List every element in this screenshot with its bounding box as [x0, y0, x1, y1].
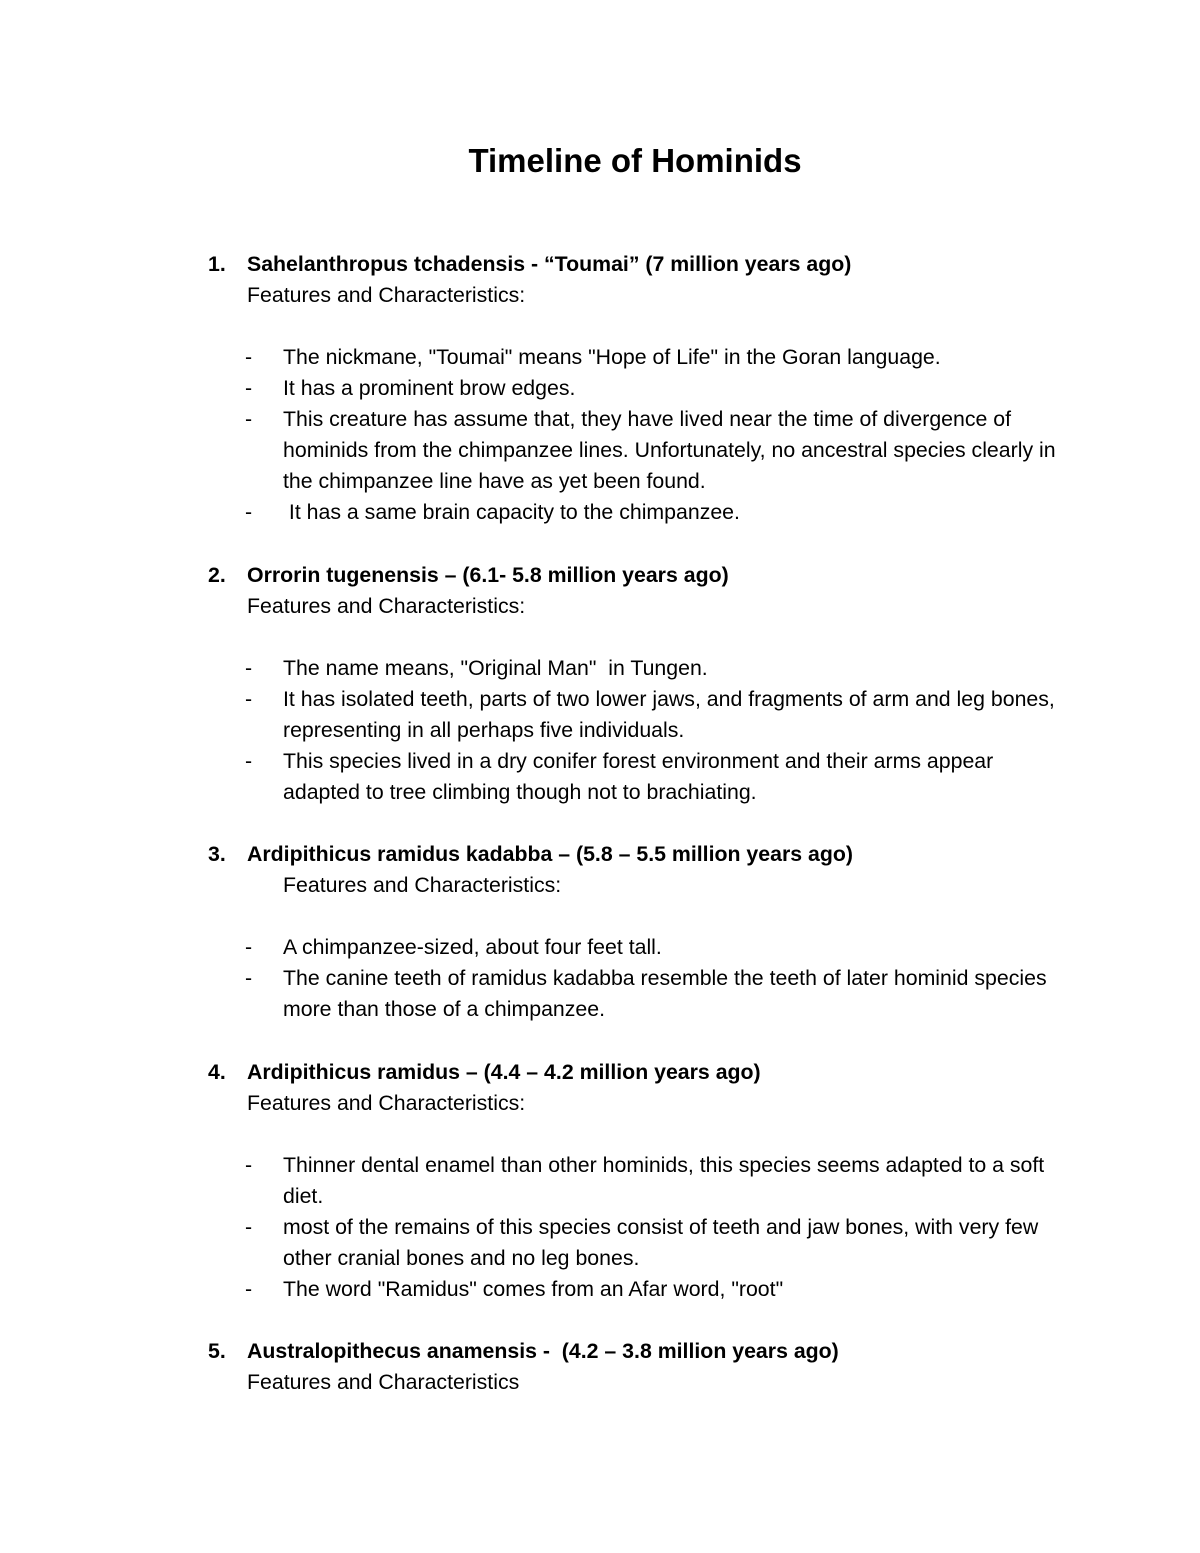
list-item: [0, 653, 1073, 684]
bullet-list: [0, 1150, 1200, 1305]
dash-marker: -: [245, 1153, 253, 1177]
list-item-text: The word "Ramidus" comes from an Afar word, "root": [283, 1277, 784, 1301]
section-5: [0, 1336, 1200, 1398]
list-item-text: A chimpanzee-sized, about four feet tall.: [283, 935, 662, 959]
list-item-text: Thinner dental enamel than other hominids, this species seems adapted to a soft diet.: [283, 1153, 1045, 1208]
section-heading: [0, 560, 1200, 591]
section-3: [0, 839, 1200, 1025]
dash-marker: -: [245, 1277, 253, 1301]
dash-marker: -: [245, 687, 253, 711]
section-2: [0, 560, 1200, 808]
section-title: Australopithecus anamensis - (4.2 – 3.8 million years ago): [247, 1339, 839, 1363]
bullet-list: [0, 653, 1200, 808]
section-1: [0, 249, 1200, 528]
section-title: Ardipithicus ramidus kadabba – (5.8 – 5.5 million years ago): [247, 842, 853, 866]
section-heading: [0, 1336, 1200, 1367]
section-subtitle: Features and Characteristics: [247, 1370, 520, 1394]
list-item-text: This creature has assume that, they have lived near the time of divergence of hominids from the chimpanzee lines. Unfortunately, no ancestral species clearly in the chimpanzee line have as yet been found.: [283, 407, 1056, 493]
section-heading: [0, 839, 1200, 870]
dash-marker: -: [245, 749, 253, 773]
page-title: Timeline of Hominids: [468, 142, 802, 179]
section-4: [0, 1057, 1200, 1305]
list-item: [0, 932, 1073, 963]
dash-marker: -: [245, 966, 253, 990]
dash-marker: -: [245, 407, 253, 431]
dash-marker: -: [245, 935, 253, 959]
list-item: [0, 1212, 1073, 1274]
list-item: [0, 746, 1073, 808]
list-item-text: The name means, "Original Man" in Tungen.: [283, 656, 708, 680]
section-title: Ardipithicus ramidus – (4.4 – 4.2 million years ago): [247, 1060, 761, 1084]
list-item-text: It has a prominent brow edges.: [283, 376, 576, 400]
section-subtitle: Features and Characteristics:: [283, 873, 562, 897]
section-title: Sahelanthropus tchadensis - “Toumai” (7 million years ago): [247, 252, 852, 276]
list-item-text: This species lived in a dry conifer forest environment and their arms appear adapted to tree climbing though not to brachiating.: [283, 749, 994, 804]
dash-marker: -: [245, 500, 253, 524]
section-number: 4.: [208, 1060, 226, 1084]
list-item: [0, 1274, 1073, 1305]
list-item-text: The nickmane, "Toumai" means "Hope of Life" in the Goran language.: [283, 345, 941, 369]
list-item-text: The canine teeth of ramidus kadabba resemble the teeth of later hominid species more than those of a chimpanzee.: [283, 966, 1047, 1021]
section-number: 2.: [208, 563, 226, 587]
bullet-list: [0, 342, 1200, 528]
dash-marker: -: [245, 1215, 253, 1239]
list-item: [0, 342, 1073, 373]
section-number: 1.: [208, 252, 226, 276]
section-number: 5.: [208, 1339, 226, 1363]
section-subtitle: Features and Characteristics:: [247, 283, 526, 307]
section-title: Orrorin tugenensis – (6.1- 5.8 million years ago): [247, 563, 729, 587]
list-item: [0, 373, 1073, 404]
list-item-text: most of the remains of this species consist of teeth and jaw bones, with very few other cranial bones and no leg bones.: [283, 1215, 1039, 1270]
list-item: [0, 497, 1073, 528]
section-subtitle: Features and Characteristics:: [247, 1091, 526, 1115]
list-item: [0, 1150, 1073, 1212]
section-heading: [0, 1057, 1200, 1088]
section-heading: [0, 249, 1200, 280]
list-item: [0, 684, 1073, 746]
dash-marker: -: [245, 656, 253, 680]
bullet-list: [0, 932, 1200, 1025]
list-item-text: It has isolated teeth, parts of two lower jaws, and fragments of arm and leg bones, representing in all perhaps five individuals.: [283, 687, 1055, 742]
section-number: 3.: [208, 842, 226, 866]
section-subtitle: Features and Characteristics:: [247, 594, 526, 618]
dash-marker: -: [245, 345, 253, 369]
dash-marker: -: [245, 376, 253, 400]
list-item-text: It has a same brain capacity to the chimpanzee.: [283, 500, 740, 524]
list-item: [0, 963, 1073, 1025]
list-item: [0, 404, 1073, 497]
